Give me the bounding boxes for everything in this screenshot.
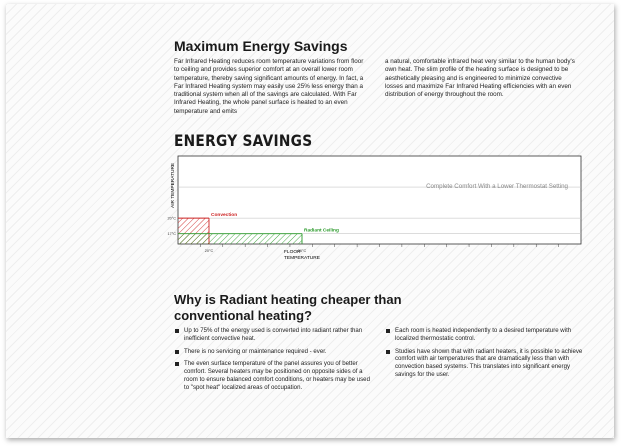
intro-column-right: a natural, comfortable infrared heat very similar to the human body's own heat. The slim profile of the heating surface is designed to be aesthetically pleasing and is engineered to minimize convective losses and maximize Far Infrared Heating efficiencies with an even distribution of energy throughout the room. [385, 58, 575, 99]
bullet-list-left [174, 327, 374, 397]
bullet-left-1: Up to 75% of the energy used is converted into radiant rather than inefficient convective heat. [174, 327, 374, 343]
y-axis-label: AIR TEMPERATURE [171, 162, 176, 208]
x-tick-label: 20°C [204, 249, 214, 253]
chart-title: ENERGY SAVINGS [174, 131, 313, 150]
y-tick-label: 20°C [167, 216, 176, 221]
x-tick-label: 26°C [297, 249, 307, 253]
bullet-left-2: There is no servicing or maintenance required - ever. [174, 348, 374, 356]
series-area-radiant-ceiling [178, 234, 302, 244]
intro-column-left: Far Infrared Heating reduces room temperature variations from floor to ceiling and provides superior comfort at an overall lower room temperature, thereby saving significant amounts of energy. In fact, a Far Infrared Heating system may easily use 25% less energy than a traditional system when all of the savings are calculated. With Far Infrared Heating, the whole panel surface is heated to an even temperature and emits [174, 58, 364, 115]
subheading: Why is Radiant heating cheaper than conventional heating? [174, 292, 402, 323]
bullet-right-2: Studies have shown that with radiant heaters, it is possible to achieve comfort with air temperatures that are dramatically less than with convection based systems. This translates into significant energy savings for the user. [385, 348, 585, 379]
chart-annotation: Complete Comfort With a Lower Thermostat Setting [426, 183, 568, 190]
bullet-right-1: Each room is heated independently to a desired temperature with localized thermostatic control. [385, 327, 585, 343]
x-axis-label: FLOOR [284, 250, 301, 255]
energy-savings-chart [160, 150, 590, 270]
series-label: Radiant Ceiling [304, 228, 339, 234]
bullet-list-right [385, 327, 585, 384]
y-tick-label: 17°C [167, 232, 176, 237]
plot-area [178, 156, 581, 244]
section-heading: Maximum Energy Savings [174, 38, 348, 54]
bullet-left-3: The even surface temperature of the panel assures you of better comfort. Several heaters may be positioned on opposite sides of a room to ensure balanced comfort conditions, or heaters may be used to "spot heat" localized areas of occupation. [174, 360, 374, 391]
series-label: Convection [211, 213, 238, 219]
x-axis-label-line2: TEMPERATURE [284, 256, 320, 261]
